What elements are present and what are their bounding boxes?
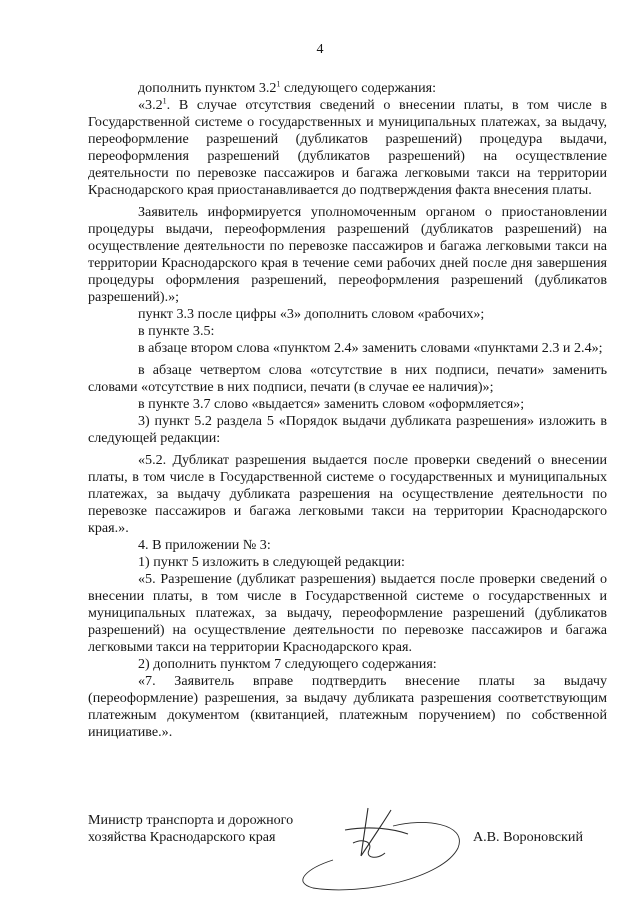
paragraph: Заявитель информируется уполномоченным органом о приостановлении процедуры выдачи, переоформления разрешений (дубликатов разрешений) на осуществление деятельности по перевозке пассажиров и багажа легковыми такси на территории Краснодарского края в течение семи рабочих дней после дня завершения процедуры оформления разрешений, переоформления разрешений (дубликатов разрешений).»;: [88, 204, 607, 305]
signer-title-line: хозяйства Краснодарского края: [88, 829, 276, 845]
paragraph: «5. Разрешение (дубликат разрешения) выдается после проверки сведений о внесении платы, в том числе в Государственной системе о государственных и муниципальных платежах, за выдачу, переоформление разрешений (дубликатов разрешений) на осуществление деятельности по перевозке пассажиров и багажа легковыми такси на территории Краснодарского края.: [88, 571, 607, 655]
paragraph: 1) пункт 5 изложить в следующей редакции:: [138, 554, 405, 570]
paragraph: 3) пункт 5.2 раздела 5 «Порядок выдачи дубликата разрешения» изложить в следующей редакции:: [88, 413, 607, 446]
paragraph: в абзаце втором слова «пунктом 2.4» заменить словами «пунктами 2.3 и 2.4»;: [138, 340, 603, 356]
paragraph: дополнить пунктом $3.2^1$ следующего содержания:: [138, 79, 437, 96]
paragraph: «7. Заявитель вправе подтвердить внесение платы за выдачу (переоформление) разрешения, за выдачу дубликата разрешения соответствующим платежным документом (квитанцией, платежным поручением) по собственной инициативе.».: [88, 673, 607, 740]
paragraph: в пункте 3.7 слово «выдается» заменить словом «оформляется»;: [138, 396, 525, 412]
paragraph: «5.2. Дубликат разрешения выдается после проверки сведений о внесении платы, в том числе в Государственной системе о государственных и муниципальных платежах, за выдачу дубликата разрешения на осуществление деятельности по перевозке пассажиров и багажа легковыми такси на территории Краснодарского края.».: [88, 452, 607, 536]
paragraph: в пункте 3.5:: [138, 323, 215, 339]
paragraph: «$3.2^1$. В случае отсутствия сведений о внесении платы, в том числе в Государственной системе о государственных и муниципальных платежах, за выдачу, переоформление разрешений (дубликатов разрешений) процедура выдачи, переоформления разрешений (дубликатов разрешений) на осуществление деятельности по перевозке пассажиров и багажа легковыми такси на территории Краснодарского края приостанавливается до подтверждения факта внесения платы.: [88, 96, 607, 198]
paragraph: 4. В приложении № 3:: [138, 537, 271, 553]
paragraph: 2) дополнить пунктом 7 следующего содержания:: [138, 656, 437, 672]
signer-title: [88, 812, 293, 846]
paragraph: пункт 3.3 после цифры «3» дополнить словом «рабочих»;: [138, 306, 485, 322]
signature-block: [88, 812, 607, 892]
paragraph: в абзаце четвертом слова «отсутствие в них подписи, печати» заменить словами «отсутствие в них подписи, печати (в случае ее наличия)»;: [88, 362, 607, 395]
signer-title-line: Министр транспорта и дорожного: [88, 812, 294, 828]
page-number: 4: [316, 42, 324, 57]
handwritten-signature: [273, 798, 473, 893]
document-body: [88, 80, 607, 741]
signer-name: А.В. Вороновский: [472, 829, 583, 845]
